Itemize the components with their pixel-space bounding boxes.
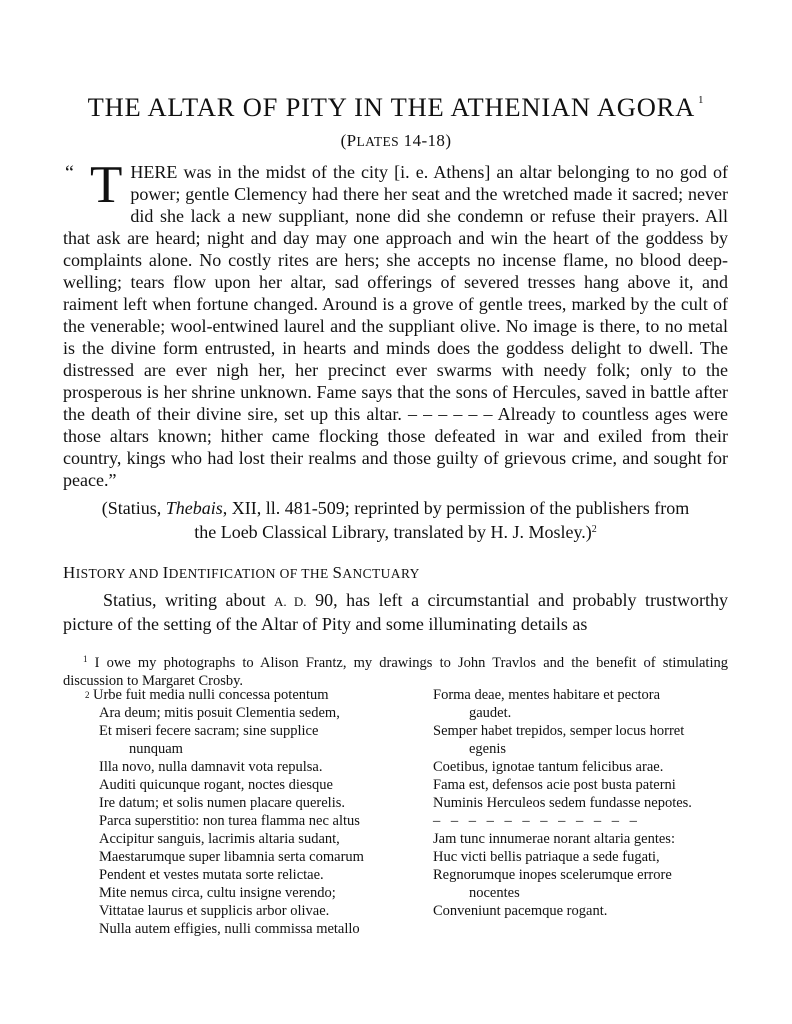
latin-verse-line: Pendent et vestes mutata sorte relictae. [99, 867, 324, 883]
latin-verse-line: Numinis Herculeos sedem fundasse nepotes. [433, 795, 692, 811]
footnote-1-paragraph [63, 650, 728, 690]
plates-open: (P [340, 131, 357, 150]
footnote-2-latin-right-column [433, 686, 733, 920]
latin-verse-line: Conveniunt pacemque rogant. [433, 903, 608, 919]
latin-verse-line: Semper habet trepidos, semper locus horret [433, 723, 685, 739]
statius-quotation [63, 156, 728, 491]
citation-open: (Statius, [101, 498, 166, 518]
latin-verse-line: Maestarumque super libamnia serta comarum [99, 849, 364, 865]
plates-reference [0, 130, 792, 153]
body-p1-start: Statius, writing about [103, 590, 275, 610]
plates-smallcaps: LATES [356, 134, 400, 149]
footnote-2-mark-sup: 2 [85, 690, 90, 700]
quotation-text: HERE was in the midst of the city [i. e. Athens] an altar belonging to no god of power; gentle Clemency had there her seat and the wretched made it sacred; never did she lack a new suppliant, none did she condemn or refuse their prayers. All that ask are heard; night and day may one approach and win the heart of the goddess by complaints alone. No costly rites are hers; she accepts no incense flame, no blood deep-welling; tears flow upon her altar, sad offerings of severed tresses hang above it, and raiment left when fortune changed. Around is a grove of gentle trees, marked by the cult of the venerable; wool-entwined laurel and the suppliant olive. No image is there, to no metal is the divine form entrusted, in hearts and minds does the goddess delight to dwell. The distressed are ever nigh her, her precinct ever swarms with needy folk; only to the prosperous is her shrine unknown. Fame says that the sons of Hercules, saved in battle after the death of their divine sire, set up this altar. – – – – – – Already to countless ages were those altars known; hither came flocking those defeated in war and exiled from their country, kings who had lost their realms and those guilty of grievous crime, and sought for peace.” [63, 162, 728, 490]
latin-verse-line: Ire datum; et solis numen placare querelis. [99, 795, 346, 811]
latin-verse-line: Et miseri fecere sacram; sine supplice [99, 723, 319, 739]
footnote-1-mark: 1 [83, 654, 88, 664]
citation-line2-text: the Loeb Classical Library, translated by H. J. Mosley.) [194, 522, 592, 542]
latin-verse-line: gaudet. [469, 705, 512, 721]
heading-sc-1: ISTORY AND [75, 566, 163, 581]
plates-numbers: 14-18) [399, 131, 452, 150]
heading-sc-2: DENTIFICATION OF THE [168, 566, 333, 581]
heading-cap-1: H [63, 563, 76, 582]
latin-verse-line: Nulla autem effigies, nulli commissa metallo [99, 921, 360, 937]
latin-verse-line: nunquam [129, 741, 183, 757]
body-paragraph [63, 589, 728, 635]
heading-cap-2: I [162, 563, 169, 582]
footnote-1-text: I owe my photographs to Alison Frantz, my drawings to John Travlos and the benefit of stimulating discussion to Margaret Crosby. [63, 655, 728, 689]
footnote-2-latin-left-column [85, 686, 423, 938]
heading-sc-3: ANCTUARY [342, 566, 420, 581]
title-text: THE ALTAR OF PITY IN THE ATHENIAN AGORA [87, 92, 696, 122]
latin-verse-line: Coetibus, ignotae tantum felicibus arae. [433, 759, 664, 775]
latin-verse-line: Forma deae, mentes habitare et pectora [433, 687, 661, 703]
body-text [63, 589, 728, 635]
citation-work-title: Thebais [165, 498, 223, 518]
latin-verse-line: Urbe fuit media nulli concessa potentum [93, 687, 329, 703]
latin-verse-line: Fama est, defensos acie post busta paterni [433, 777, 676, 793]
footnote-2-mark [85, 686, 90, 708]
footnote-1 [63, 650, 728, 690]
citation-line1-rest: , XII, ll. 481-509; reprinted by permission of the publishers from [222, 498, 690, 518]
latin-verse-line: Mite nemus circa, cultu insigne verendo; [99, 885, 336, 901]
latin-verse-line: egenis [469, 741, 507, 757]
section-heading [63, 562, 420, 585]
title-footnote-ref[interactable]: 1 [698, 94, 705, 106]
latin-verse-line: – – – – – – – – – – – – [433, 813, 641, 829]
latin-verse-line: Regnorumque inopes scelerumque errore [433, 867, 672, 883]
heading-cap-3: S [332, 563, 343, 582]
latin-verse-line: Auditi quicunque rogant, noctes diesque [99, 777, 333, 793]
latin-verse-line: Vittatae laurus et supplicis arbor olivae. [99, 903, 330, 919]
latin-verse-line: Jam tunc innumerae norant altaria gentes: [433, 831, 675, 847]
latin-verse-line: Accipitur sanguis, lacrimis altaria sudant, [99, 831, 340, 847]
drop-cap: T [90, 156, 123, 214]
citation-line-1 [63, 497, 728, 519]
citation-line-2 [63, 519, 728, 543]
page-title [0, 84, 792, 123]
body-p1-ad: A. D. [274, 594, 307, 609]
latin-verse-line: nocentes [469, 885, 520, 901]
latin-verse-line: Ara deum; mitis posuit Clementia sedem, [99, 705, 340, 721]
citation-footnote-ref[interactable]: 2 [591, 524, 597, 535]
latin-verse-line: Illa novo, nulla damnavit vota repulsa. [99, 759, 323, 775]
latin-verse-line: Parca superstitio: non turea flamma nec altus [99, 813, 360, 829]
quotation-citation [63, 497, 728, 543]
body-p1-rest: 90, has left a circumstantial and probably trustworthy picture of the setting of the Altar of Pity and some illuminating details as [63, 590, 729, 634]
opening-quote-mark: “ [65, 162, 76, 184]
latin-verse-line: Huc victi bellis patriaque a sede fugati, [433, 849, 660, 865]
